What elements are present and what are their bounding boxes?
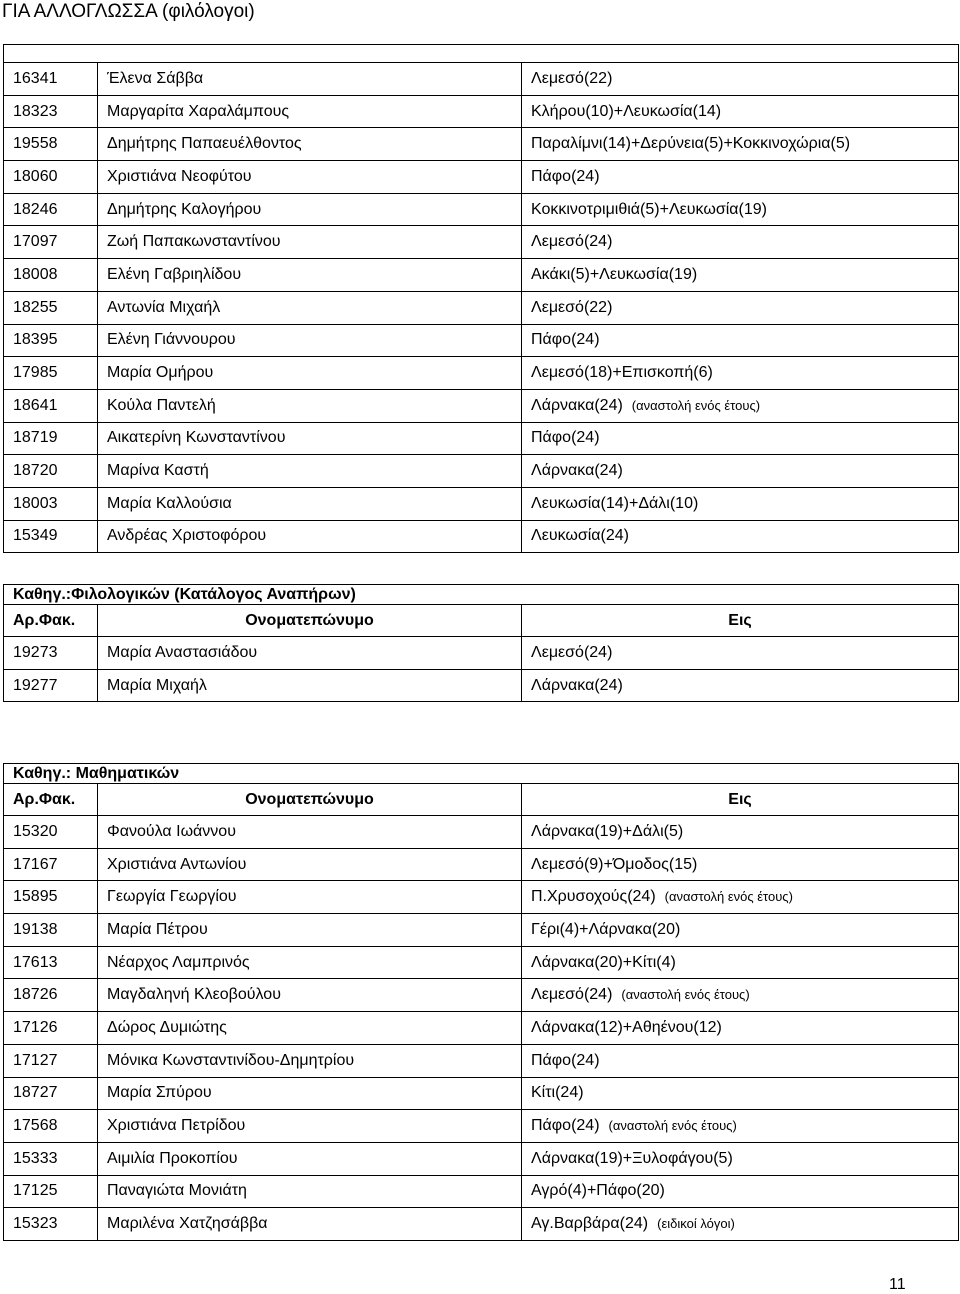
placement-text: Λευκωσία(24) — [531, 527, 629, 545]
name-cell: Ελένη Γαβριηλίδου — [98, 259, 522, 292]
table-row — [4, 487, 959, 520]
page-title: ΓΙΑ ΑΛΛΟΓΛΩΣΣΑ (φιλόλογοι) — [2, 1, 255, 22]
file-number-cell: 18323 — [4, 95, 98, 128]
file-number-cell: 18727 — [4, 1077, 98, 1110]
placement-cell — [522, 1110, 959, 1143]
file-number-cell: 15895 — [4, 881, 98, 914]
header-name: Ονοματεπώνυμο — [98, 784, 522, 816]
file-number-cell: 15323 — [4, 1208, 98, 1241]
header-row — [4, 605, 959, 637]
file-number-cell: 19277 — [4, 669, 98, 702]
placement-text: Πάφο(24) — [531, 429, 600, 447]
placement-cell — [522, 914, 959, 947]
table-row — [4, 1175, 959, 1208]
placement-text: Πάφο(24) — [531, 331, 600, 349]
table-row — [4, 669, 959, 702]
file-number-cell: 17568 — [4, 1110, 98, 1143]
category-row — [4, 764, 959, 784]
placement-text: Λεμεσό(22) — [531, 69, 613, 87]
name-cell: Ανδρέας Χριστοφόρου — [98, 520, 522, 553]
table-row — [4, 193, 959, 226]
file-number-cell: 17125 — [4, 1175, 98, 1208]
placement-text: Λάρνακα(24) — [531, 396, 623, 414]
file-number-cell: 18641 — [4, 389, 98, 422]
placement-text: Ακάκι(5)+Λευκωσία(19) — [531, 265, 698, 283]
name-cell: Μαρία Ομήρου — [98, 357, 522, 390]
name-cell: Γεωργία Γεωργίου — [98, 881, 522, 914]
placement-cell — [522, 979, 959, 1012]
placement-note: (αναστολή ενός έτους) — [621, 987, 750, 1003]
placement-cell — [522, 324, 959, 357]
file-number-cell: 18003 — [4, 487, 98, 520]
placement-cell — [522, 1208, 959, 1241]
table-row — [4, 357, 959, 390]
name-cell: Αικατερίνη Κωνσταντίνου — [98, 422, 522, 455]
placement-note: (αναστολή ενός έτους) — [608, 1118, 737, 1134]
name-cell: Παναγιώτα Μονιάτη — [98, 1175, 522, 1208]
name-cell: Μαριλένα Χατζησάββα — [98, 1208, 522, 1241]
section2-body — [4, 585, 959, 702]
placement-text: Παραλίμνι(14)+Δερύνεια(5)+Κοκκινοχώρια(5) — [531, 135, 851, 153]
file-number-cell: 16341 — [4, 63, 98, 96]
table-row — [4, 1012, 959, 1045]
placement-cell — [522, 1142, 959, 1175]
header-place: Εις — [522, 605, 959, 637]
placement-cell — [522, 1012, 959, 1045]
table-row — [4, 389, 959, 422]
table-row — [4, 422, 959, 455]
placement-text: Πάφο(24) — [531, 1051, 600, 1069]
placement-text: Λεμεσό(24) — [531, 643, 613, 661]
placement-cell — [522, 455, 959, 488]
placement-text: Λεμεσό(24) — [531, 986, 613, 1004]
name-cell: Μαρία Πέτρου — [98, 914, 522, 947]
category-row — [4, 585, 959, 605]
placement-text: Αγ.Βαρβάρα(24) — [531, 1215, 649, 1233]
table-row — [4, 520, 959, 553]
placement-text: Κοκκινοτριμιθιά(5)+Λευκωσία(19) — [531, 200, 767, 218]
header-name: Ονοματεπώνυμο — [98, 605, 522, 637]
placement-text: Λάρνακα(24) — [531, 462, 623, 480]
placement-note: (αναστολή ενός έτους) — [631, 397, 761, 413]
section1-body — [4, 45, 959, 553]
name-cell: Μαργαρίτα Χαραλάμπους — [98, 95, 522, 128]
name-cell: Μαρία Σπύρου — [98, 1077, 522, 1110]
file-number-cell: 15333 — [4, 1142, 98, 1175]
table-row — [4, 1142, 959, 1175]
placement-text: Κλήρου(10)+Λευκωσία(14) — [531, 102, 722, 120]
placement-text: Γέρι(4)+Λάρνακα(20) — [531, 920, 681, 938]
table-row — [4, 226, 959, 259]
file-number-cell: 19558 — [4, 128, 98, 161]
placement-cell — [522, 520, 959, 553]
name-cell: Φανούλα Ιωάννου — [98, 816, 522, 849]
name-cell: Μαγδαληνή Κλεοβούλου — [98, 979, 522, 1012]
table-row — [4, 455, 959, 488]
file-number-cell: 17985 — [4, 357, 98, 390]
table-row — [4, 1044, 959, 1077]
file-number-cell: 18726 — [4, 979, 98, 1012]
name-cell: Ελένη Γιάννουρου — [98, 324, 522, 357]
table-row — [4, 63, 959, 96]
placement-text: Κίτι(24) — [531, 1084, 584, 1102]
placement-text: Λεμεσό(22) — [531, 298, 613, 316]
placement-text: Π.Χρυσοχούς(24) — [531, 888, 656, 906]
placement-text: Λάρνακα(24) — [531, 676, 623, 694]
file-number-cell: 17127 — [4, 1044, 98, 1077]
file-number-cell: 18719 — [4, 422, 98, 455]
table-row — [4, 1077, 959, 1110]
file-number-cell: 19273 — [4, 637, 98, 670]
name-cell: Μαρία Αναστασιάδου — [98, 637, 522, 670]
table-row — [4, 95, 959, 128]
file-number-cell: 17097 — [4, 226, 98, 259]
placement-cell — [522, 669, 959, 702]
placement-text: Λάρνακα(19)+Δάλι(5) — [531, 822, 684, 840]
name-cell: Χριστιάνα Νεοφύτου — [98, 161, 522, 194]
file-number-cell: 19138 — [4, 914, 98, 947]
placement-cell — [522, 848, 959, 881]
name-cell: Χριστιάνα Αντωνίου — [98, 848, 522, 881]
category-title: Καθηγ.:Φιλολογικών (Κατάλογος Αναπήρων) — [4, 585, 959, 605]
placement-cell — [522, 637, 959, 670]
name-cell: Κούλα Παντελή — [98, 389, 522, 422]
spacer-row — [4, 45, 959, 63]
placement-cell — [522, 1044, 959, 1077]
name-cell: Αιμιλία Προκοπίου — [98, 1142, 522, 1175]
table-row — [4, 1110, 959, 1143]
file-number-cell: 15320 — [4, 816, 98, 849]
name-cell: Δώρος Δυμιώτης — [98, 1012, 522, 1045]
placement-cell — [522, 291, 959, 324]
section3-body — [4, 764, 959, 1241]
table-row — [4, 637, 959, 670]
placement-cell — [522, 946, 959, 979]
file-number-cell: 17613 — [4, 946, 98, 979]
placement-cell — [522, 1175, 959, 1208]
page-number: 11 — [889, 1276, 906, 1293]
file-number-cell: 18060 — [4, 161, 98, 194]
name-cell: Αντωνία Μιχαήλ — [98, 291, 522, 324]
placement-note: (ειδικοί λόγοι) — [657, 1216, 735, 1232]
header-id: Αρ.Φακ. — [4, 605, 98, 637]
file-number-cell: 17167 — [4, 848, 98, 881]
placement-text: Λάρνακα(19)+Ξυλοφάγου(5) — [531, 1149, 733, 1167]
table-row — [4, 324, 959, 357]
file-number-cell: 18395 — [4, 324, 98, 357]
name-cell: Έλενα Σάββα — [98, 63, 522, 96]
name-cell: Μαρίνα Καστή — [98, 455, 522, 488]
name-cell: Μαρία Καλλούσια — [98, 487, 522, 520]
name-cell: Δημήτρης Καλογήρου — [98, 193, 522, 226]
section1-table — [3, 44, 959, 553]
placement-cell — [522, 193, 959, 226]
placement-text: Πάφο(24) — [531, 167, 600, 185]
placement-text: Λάρνακα(20)+Κίτι(4) — [531, 953, 676, 971]
table-row — [4, 291, 959, 324]
placement-text: Λεμεσό(9)+Όμοδος(15) — [531, 855, 698, 873]
file-number-cell: 15349 — [4, 520, 98, 553]
file-number-cell: 18255 — [4, 291, 98, 324]
table-row — [4, 816, 959, 849]
placement-cell — [522, 422, 959, 455]
placement-text: Λάρνακα(12)+Αθηένου(12) — [531, 1018, 722, 1036]
name-cell: Μόνικα Κωνσταντινίδου-Δημητρίου — [98, 1044, 522, 1077]
placement-cell — [522, 128, 959, 161]
category-title: Καθηγ.: Μαθηματικών — [4, 764, 959, 784]
table-row — [4, 979, 959, 1012]
placement-cell — [522, 63, 959, 96]
name-cell: Ζωή Παπακωνσταντίνου — [98, 226, 522, 259]
placement-text: Αγρό(4)+Πάφο(20) — [531, 1182, 665, 1200]
header-row — [4, 784, 959, 816]
placement-cell — [522, 259, 959, 292]
table-row — [4, 259, 959, 292]
section2-table — [3, 584, 959, 702]
table-row — [4, 1208, 959, 1241]
table-row — [4, 161, 959, 194]
placement-cell — [522, 881, 959, 914]
placement-cell — [522, 487, 959, 520]
name-cell: Μαρία Μιχαήλ — [98, 669, 522, 702]
placement-cell — [522, 161, 959, 194]
name-cell: Χριστιάνα Πετρίδου — [98, 1110, 522, 1143]
placement-cell — [522, 357, 959, 390]
placement-cell — [522, 226, 959, 259]
header-id: Αρ.Φακ. — [4, 784, 98, 816]
section3-table — [3, 763, 959, 1241]
name-cell: Δημήτρης Παπαευέλθοντος — [98, 128, 522, 161]
placement-cell — [522, 95, 959, 128]
placement-cell — [522, 816, 959, 849]
file-number-cell: 18246 — [4, 193, 98, 226]
file-number-cell: 17126 — [4, 1012, 98, 1045]
placement-text: Λεμεσό(24) — [531, 233, 613, 251]
table-row — [4, 848, 959, 881]
placement-text: Πάφο(24) — [531, 1117, 600, 1135]
table-row — [4, 946, 959, 979]
name-cell: Νέαρχος Λαμπρινός — [98, 946, 522, 979]
placement-cell — [522, 389, 959, 422]
header-place: Εις — [522, 784, 959, 816]
table-row — [4, 914, 959, 947]
table-row — [4, 128, 959, 161]
placement-text: Λευκωσία(14)+Δάλι(10) — [531, 494, 699, 512]
file-number-cell: 18008 — [4, 259, 98, 292]
placement-note: (αναστολή ενός έτους) — [664, 889, 793, 905]
placement-text: Λεμεσό(18)+Επισκοπή(6) — [531, 364, 713, 382]
placement-cell — [522, 1077, 959, 1110]
table-row — [4, 881, 959, 914]
file-number-cell: 18720 — [4, 455, 98, 488]
